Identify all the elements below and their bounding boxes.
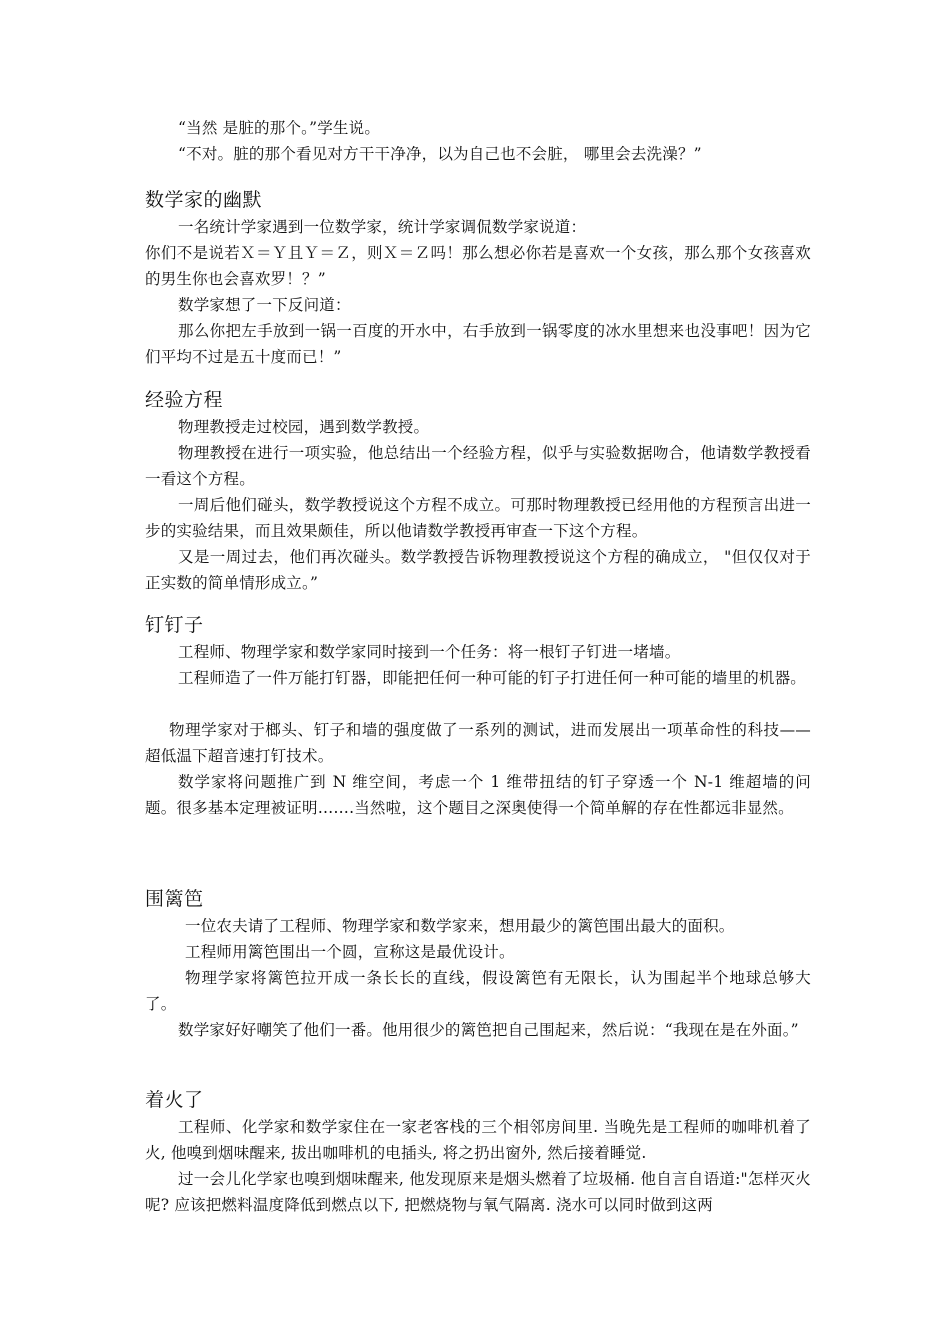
paragraph: 物理教授走过校园，遇到数学教授。 <box>178 418 430 436</box>
section-empirical-equation <box>145 386 811 596</box>
section-fire <box>145 1086 811 1218</box>
paragraph: 数学家想了一下反问道： <box>178 296 351 314</box>
paragraph: 过一会儿化学家也嗅到烟味醒来, 他发现原来是烟头燃着了垃圾桶. 他自言自语道:"怎样灭火呢? 应该把燃料温度降低到燃点以下, 把燃烧物与氧气隔离. 浇水可以同时做到这两 <box>145 1170 811 1214</box>
paragraph: 一周后他们碰头，数学教授说这个方程不成立。可那时物理教授已经用他的方程预言出进一步的实验结果，而且效果颇佳，所以他请数学教授再审查一下这个方程。 <box>145 496 811 540</box>
section-title: 着火了 <box>145 1089 204 1111</box>
section-title: 钉钉子 <box>145 614 204 636</box>
intro-section <box>145 115 811 167</box>
section-fence <box>145 885 811 1043</box>
paragraph: 一名统计学家遇到一位数学家，统计学家调侃数学家说道： <box>178 218 587 236</box>
section-title: 围篱笆 <box>145 888 204 910</box>
paragraph: 物理学家对于榔头、钉子和墙的强度做了一系列的测试，进而发展出一项革命性的科技—— 超低温下超音速打钉技术。 <box>145 721 811 765</box>
paragraph: 那么你把左手放到一锅一百度的开水中，右手放到一锅零度的冰水里想来也没事吧！因为它们平均不过是五十度而已！” <box>145 322 811 366</box>
paragraph: 工程师、化学家和数学家住在一家老客栈的三个相邻房间里. 当晚先是工程师的咖啡机着了火, 他嗅到烟味醒来, 拔出咖啡机的电插头, 将之扔出窗外, 然后接着睡觉. <box>145 1118 811 1162</box>
paragraph: 物理学家将篱笆拉开成一条长长的直线，假设篱笆有无限长，认为围起半个地球总够大了。 <box>145 969 811 1013</box>
section-nailing <box>145 611 811 821</box>
paragraph: 数学家将问题推广到 N 维空间，考虑一个 1 维带扭结的钉子穿透一个 N-1 维超墙的问题。很多基本定理被证明…….当然啦，这个题目之深奥使得一个简单解的存在性都远非显然。 <box>145 773 811 817</box>
intro-paragraph-2: “不对。脏的那个看见对方干干净净，以为自己也不会脏， 哪里会去洗澡？” <box>178 145 702 163</box>
paragraph: 数学家好好嘲笑了他们一番。他用很少的篱笆把自己围起来，然后说：“我现在是在外面。” <box>178 1021 799 1039</box>
intro-paragraph-1: “当然 是脏的那个。”学生说。 <box>178 119 381 137</box>
paragraph: 你们不是说若Ｘ＝Ｙ且Ｙ＝Ｚ，则Ｘ＝Ｚ吗！那么想必你若是喜欢一个女孩，那么那个女孩喜欢的男生你也会喜欢罗！？” <box>145 244 811 288</box>
section-math-humor <box>145 186 811 370</box>
paragraph: 物理教授在进行一项实验，他总结出一个经验方程，似乎与实验数据吻合，他请数学教授看一看这个方程。 <box>145 444 811 488</box>
paragraph: 工程师造了一件万能打钉器，即能把任何一种可能的钉子打进任何一种可能的墙里的机器。 <box>178 669 807 687</box>
paragraph: 一位农夫请了工程师、物理学家和数学家来，想用最少的篱笆围出最大的面积。 <box>185 917 735 935</box>
paragraph: 工程师用篱笆围出一个圆，宣称这是最优设计。 <box>185 943 515 961</box>
paragraph: 又是一周过去，他们再次碰头。数学教授告诉物理教授说这个方程的确成立， "但仅仅对于正实数的简单情形成立。” <box>145 548 811 592</box>
paragraph: 工程师、物理学家和数学家同时接到一个任务：将一根钉子钉进一堵墙。 <box>178 643 681 661</box>
section-title: 数学家的幽默 <box>145 189 263 211</box>
blank-line <box>145 691 811 717</box>
section-title: 经验方程 <box>145 389 224 411</box>
